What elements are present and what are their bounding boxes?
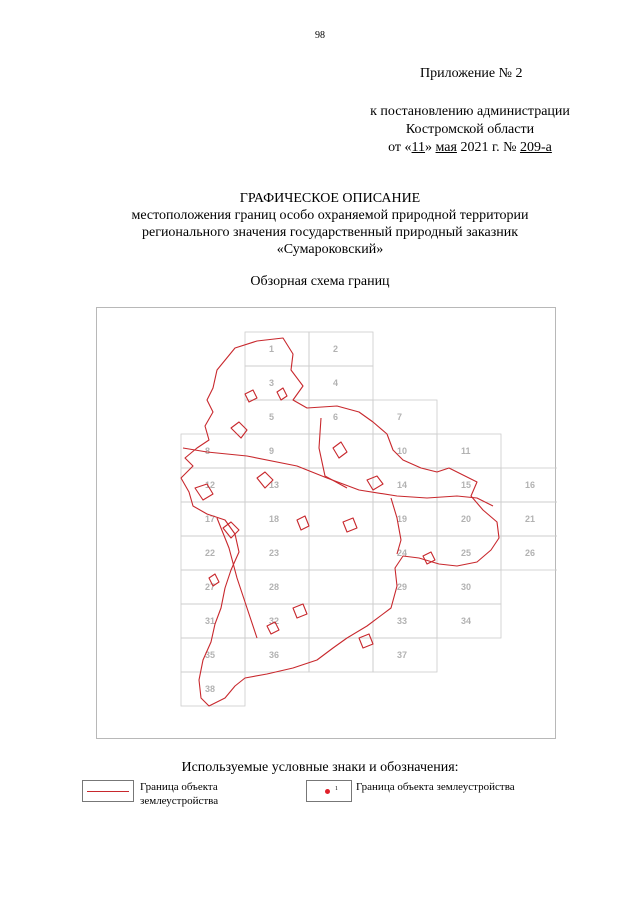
appendix-title: Приложение № 2 xyxy=(420,66,523,81)
date-mid: » xyxy=(425,140,436,155)
legend-item-2-text: Граница объекта землеустройства xyxy=(356,781,515,793)
date-month: мая xyxy=(435,140,457,155)
map-cell-number: 18 xyxy=(269,514,280,524)
map-cell-number: 2 xyxy=(333,344,339,354)
title-line-1: ГРАФИЧЕСКОЕ ОПИСАНИЕ xyxy=(239,191,421,206)
map-cell-number: 36 xyxy=(269,650,280,660)
map-cell-number: 13 xyxy=(269,480,280,490)
legend-title: Используемые условные знаки и обозначения: xyxy=(181,760,459,775)
boundary-island-8 xyxy=(367,476,383,490)
document-title xyxy=(60,190,600,258)
map-cell-number: 11 xyxy=(461,446,471,456)
map-cell-number: 28 xyxy=(269,582,280,592)
map-cell-number: 26 xyxy=(525,548,536,558)
map-grid xyxy=(181,332,557,706)
map-grid-cell xyxy=(309,366,373,400)
map-cell-number: 8 xyxy=(205,446,211,456)
date-year: 2021 г. № xyxy=(456,140,520,155)
map-cell-number: 4 xyxy=(333,378,339,388)
map-cell-number: 3 xyxy=(269,378,275,388)
map-cell-number: 25 xyxy=(461,548,472,558)
map-cell-number: 17 xyxy=(205,514,216,524)
map-cell-number: 1 xyxy=(269,344,275,354)
boundary-road-4 xyxy=(391,498,401,554)
map-grid-cell xyxy=(309,400,373,434)
legend-point-label: 1 xyxy=(335,786,338,792)
map-grid-cell xyxy=(373,400,437,434)
map-cell-number: 38 xyxy=(205,684,216,694)
boundary-road-3 xyxy=(319,418,347,488)
boundary-island-14 xyxy=(277,388,287,400)
map-cell-number: 10 xyxy=(397,446,408,456)
date-day: 11 xyxy=(411,140,426,155)
boundary-outline xyxy=(181,338,499,706)
map-cell-number: 16 xyxy=(525,480,536,490)
legend-line-symbol xyxy=(82,780,134,802)
legend-item-1-line-2: землеустройства xyxy=(140,795,219,807)
map-cell-number: 5 xyxy=(269,412,275,422)
map-cell-number: 33 xyxy=(397,616,408,626)
map-grid-cell-unnumbered xyxy=(309,604,373,638)
map-cell-number: 22 xyxy=(205,548,216,558)
decree-number: 209-а xyxy=(519,140,552,155)
map-grid-cell xyxy=(245,400,309,434)
reserve-boundary xyxy=(181,338,499,706)
map-cell-number: 27 xyxy=(205,582,216,592)
legend-red-line xyxy=(87,791,129,792)
legend-item-1-line-1: Граница объекта xyxy=(140,781,218,793)
boundary-island-12 xyxy=(359,634,373,648)
boundary-island-5 xyxy=(297,516,309,530)
boundary-island-4 xyxy=(223,522,239,538)
map-cell-number: 12 xyxy=(205,480,216,490)
map-grid-cell xyxy=(245,366,309,400)
map-cell-number: 14 xyxy=(397,480,408,490)
map-cell-number: 19 xyxy=(397,514,408,524)
appendix-reference xyxy=(340,103,600,157)
legend-point-symbol xyxy=(306,780,352,802)
map-cell-number: 6 xyxy=(333,412,339,422)
map-grid-cell xyxy=(245,434,309,468)
appendix-line-1: к постановлению администрации xyxy=(370,104,570,119)
legend-red-point-icon xyxy=(325,789,330,794)
page-number: 98 xyxy=(315,30,325,41)
title-line-3: регионального значения государственный природный заказник xyxy=(141,225,519,240)
map-grid-cell-unnumbered xyxy=(309,536,373,570)
map-cell-number: 30 xyxy=(461,582,472,592)
boundary-island-10 xyxy=(293,604,307,618)
map-cell-number: 15 xyxy=(461,480,472,490)
boundary-island-9 xyxy=(343,518,357,532)
scheme-title: Обзорная схема границ xyxy=(250,274,390,289)
map-cell-number: 20 xyxy=(461,514,472,524)
map-cell-number: 34 xyxy=(461,616,472,626)
map-grid-cell-unnumbered xyxy=(309,434,373,468)
legend-item-1-text xyxy=(140,780,260,808)
map-cell-number: 32 xyxy=(269,616,280,626)
map-cell-number: 24 xyxy=(397,548,408,558)
appendix-line-2: Костромской области xyxy=(405,122,535,137)
date-prefix: от « xyxy=(388,140,412,155)
map-cell-number: 37 xyxy=(397,650,408,660)
map-grid-cell-unnumbered xyxy=(309,570,373,604)
map-cell-number: 31 xyxy=(205,616,216,626)
map-grid-cell-unnumbered xyxy=(309,638,373,672)
map-cell-number: 7 xyxy=(397,412,403,422)
title-line-2: местоположения границ особо охраняемой природной территории xyxy=(131,208,529,223)
map-cell-number: 35 xyxy=(205,650,216,660)
map-grid-cell xyxy=(245,332,309,366)
map-cell-number: 29 xyxy=(397,582,408,592)
map-cell-number: 23 xyxy=(269,548,280,558)
map-cell-number: 21 xyxy=(525,514,536,524)
map-grid-cell xyxy=(309,332,373,366)
map-grid-cell-unnumbered xyxy=(309,502,373,536)
title-line-4: «Сумароковский» xyxy=(276,242,384,257)
appendix-date-line xyxy=(340,139,600,157)
map-canvas xyxy=(97,308,557,740)
boundary-island-6 xyxy=(333,442,347,458)
map-cell-labels xyxy=(205,344,535,694)
map-cell-number: 9 xyxy=(269,446,275,456)
overview-map xyxy=(96,307,556,739)
